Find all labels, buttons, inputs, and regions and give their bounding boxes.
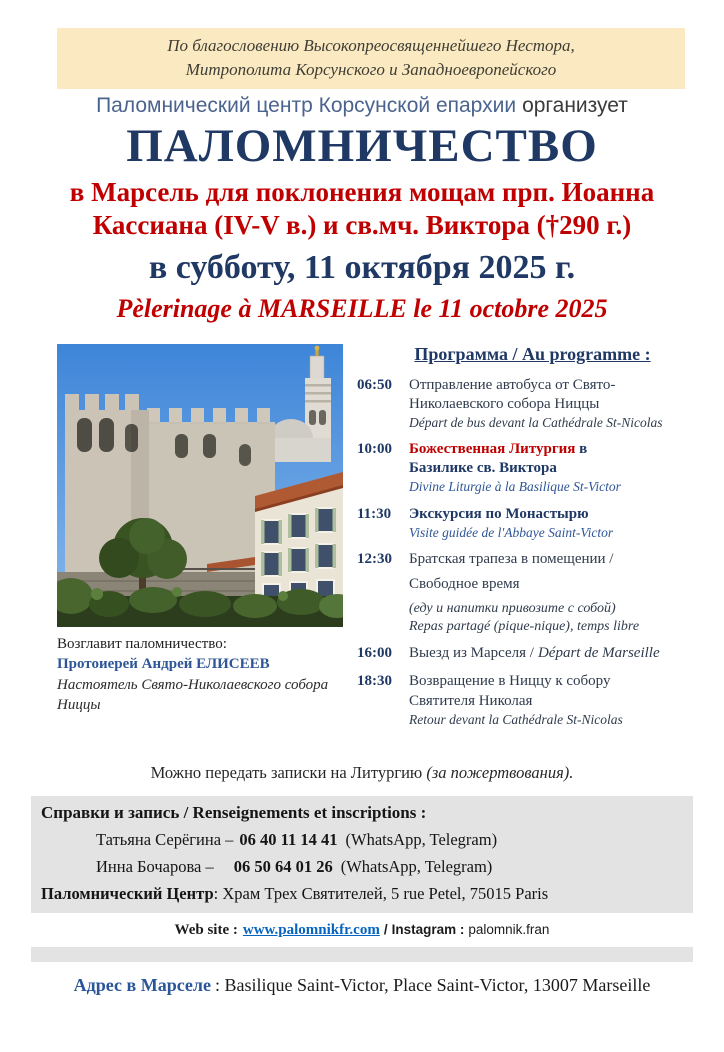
- contact-phone: 06 50 64 01 26: [233, 856, 333, 876]
- subtitle: [0, 176, 724, 242]
- program-text-ru: Николаевского собора Ниццы: [409, 396, 600, 413]
- blessing-line-1: По благословению Высокопреосвященнейшего Нестора,: [167, 36, 575, 55]
- date-french: Pèlerinage à MARSEILLE le 11 octobre 2025: [116, 294, 608, 324]
- contacts-heading: Справки и запись / Renseignements et inscriptions :: [41, 802, 427, 822]
- contact-row-tatiana: [41, 830, 683, 850]
- leader-role-line-1: Настоятель Свято-Николаевского собора: [57, 676, 329, 693]
- program-text-fr: Départ de bus devant la Cathédrale St-Nicolas: [409, 415, 663, 431]
- program-text-fr: Départ de Marseille: [537, 645, 660, 662]
- subtitle-line-1: в Марсель для поклонения мощам прп. Иоанна: [69, 176, 655, 207]
- program-column: [357, 344, 708, 737]
- contact-phone: 06 40 11 14 41: [239, 829, 338, 849]
- caption-lead: Возглавит паломничество:: [57, 636, 227, 653]
- main-columns: [57, 344, 708, 737]
- date-russian: в субботу, 11 октября 2025 г.: [148, 248, 576, 286]
- pilgrimage-center-value: : Храм Трех Святителей, 5 rue Petel, 75015 Paris: [213, 883, 549, 903]
- note-text: Можно передать записки на Литургию: [150, 762, 423, 782]
- instagram-label: Instagram :: [391, 921, 465, 937]
- program-text-ru: Отправление автобуса от Свято-: [409, 377, 616, 394]
- organizer-verb: организует: [522, 94, 628, 118]
- program-item-1230: [357, 550, 708, 636]
- program-text-ru: Экскурсия по Монастырю: [409, 505, 589, 522]
- website-label: Web site :: [174, 921, 238, 938]
- photo-column: [57, 344, 345, 737]
- program-text-ru: Базилике св. Виктора: [409, 460, 557, 477]
- photo-caption: [57, 634, 345, 715]
- subtitle-line-2: Кассиана (IV-V в.) и св.мч. Виктора (†290 г.): [92, 209, 632, 240]
- program-text-ru: Возвращение в Ниццу к собору: [409, 673, 611, 690]
- program-item-1000: [357, 440, 708, 495]
- program-text-ru: Выезд из Марселя /: [409, 645, 534, 662]
- contact-name: Инна Бочарова –: [96, 856, 214, 876]
- address-value: : Basilique Saint-Victor, Place Saint-Victor, 13007 Marseille: [215, 974, 651, 995]
- program-text-ru-red: Божественная Литургия: [409, 441, 576, 458]
- program-text-note: (еду и напитки привозите с собой): [409, 600, 616, 616]
- marseille-address: [0, 975, 724, 996]
- program-time: 18:30: [357, 673, 392, 690]
- blessing-banner: [57, 28, 685, 89]
- divider-strip: [31, 947, 693, 962]
- program-time: 12:30: [357, 550, 392, 567]
- program-item-1830: [357, 672, 708, 727]
- instagram-handle: palomnik.fran: [468, 921, 550, 937]
- contact-apps: (WhatsApp, Telegram): [340, 856, 493, 876]
- contact-apps: (WhatsApp, Telegram): [345, 829, 498, 849]
- organizer-line: [0, 94, 724, 118]
- pilgrimage-center-row: [41, 884, 683, 904]
- program-item-1130: [357, 505, 708, 541]
- leader-name: Протоиерей Андрей ЕЛИСЕЕВ: [57, 656, 270, 673]
- program-item-0650: [357, 376, 708, 431]
- website-link[interactable]: www.palomnikfr.com: [242, 921, 380, 938]
- organizer-name: Паломнический центр Корсунской епархии: [96, 94, 517, 118]
- program-text-ru: Святителя Николая: [409, 692, 533, 709]
- program-time: 16:00: [357, 645, 392, 662]
- program-time: 06:50: [357, 377, 392, 394]
- leader-role-line-2: Ниццы: [57, 696, 101, 713]
- program-time: 10:00: [357, 441, 392, 458]
- contact-row-inna: [41, 857, 683, 877]
- program-heading: Программа / Au programme :: [414, 344, 651, 365]
- address-label: Адрес в Марселе: [73, 974, 211, 995]
- contact-name: Татьяна Серёгина –: [96, 829, 234, 849]
- program-time: 11:30: [357, 505, 392, 522]
- page-title: ПАЛОМНИЧЕСТВО: [126, 120, 598, 173]
- contacts-block: [31, 796, 693, 913]
- separator-slash: /: [383, 921, 388, 937]
- program-text-fr: Repas partagé (pique-nique), temps libre: [409, 618, 640, 634]
- program-text-ru: в: [575, 441, 588, 458]
- blessing-line-2: Митрополита Корсунского и Западноевропейского: [185, 60, 557, 80]
- abbey-saint-victor-photo: [57, 344, 343, 627]
- note-italic: (за пожертвования).: [426, 762, 574, 782]
- program-text-fr: Retour devant la Cathédrale St-Nicolas: [409, 711, 623, 727]
- program-text-fr: Visite guidée de l'Abbaye Saint-Victor: [409, 524, 614, 540]
- program-text-ru: Братская трапеза в помещении /: [409, 550, 614, 567]
- pilgrimage-center-label: Паломнический Центр: [41, 883, 214, 903]
- program-text-fr: Divine Liturgie à la Basilique St-Victor: [409, 479, 621, 495]
- web-row: [0, 922, 724, 939]
- program-text-ru: Свободное время: [409, 575, 520, 592]
- pilgrimage-flyer: [0, 28, 724, 1052]
- liturgy-note: [0, 763, 724, 783]
- program-item-1600: [357, 644, 708, 663]
